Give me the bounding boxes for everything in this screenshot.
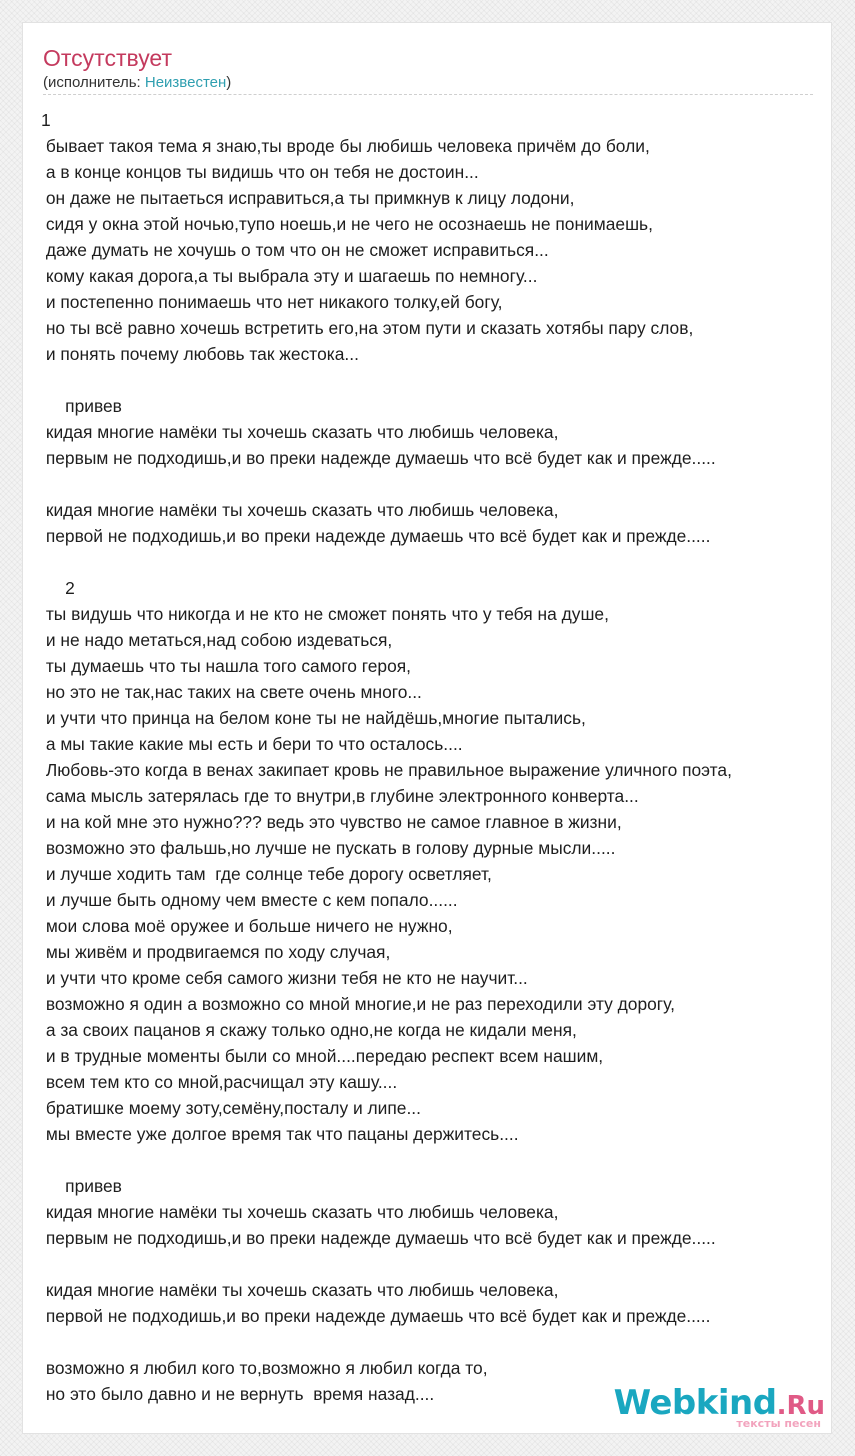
lyrics-card: [22, 22, 832, 1434]
lyrics-text: 1 бывает такоя тема я знаю,ты вроде бы любишь человека причём до боли, а в конце концов ты видишь что он тебя не достоин... он даже не пытаеться исправиться,а ты примкнув к лицу лодони, сидя у окна этой ночью,тупо ноешь,и не чего не осознаешь не понимаешь, даже думать не хочушь о том что он не сможет исправиться... кому какая дорога,а ты выбрала эту и шагаешь по немногу... и постепенно понимаешь что нет никакого толку,ей богу, но ты всё равно хочешь встретить его,на этом пути и сказать хотябы пару слов, и понять почему любовь так жестока... привев кидая многие намёки ты хочешь сказать что любишь человека, первым не подходишь,и во преки надежде думаешь что всё будет как и прежде..... кидая многие намёки ты хочешь сказать что любишь человека, первой не подходишь,и во преки надежде думаешь что всё будет как и прежде..... 2 ты видушь что никогда и не кто не сможет понять что у тебя на душе, и не надо метаться,над собою издеваться, ты думаешь что ты нашла того самого героя, но это не так,нас таких на свете очень много... и учти что принца на белом коне ты не найдёшь,многие пытались, а мы такие какие мы есть и бери то что осталось.... Любовь-это когда в венах закипает кровь не правильное выражение уличного поэта, сама мысль затерялась где то внутри,в глубине электронного конверта... и на кой мне это нужно??? ведь это чувство не самое главное в жизни, возможно это фальшь,но лучше не пускать в голову дурные мысли..... и лучше ходить там где солнце тебе дорогу осветляет, и лучше быть одному чем вместе с кем попало...... мои слова моё оружее и больше ничего не нужно, мы живём и продвигаемся по ходу случая, и учти что кроме себя самого жизни тебя не кто не научит... возможно я один а возможно со мной многие,и не раз переходили эту дорогу, а за своих пацанов я скажу только одно,не когда не кидали меня, и в трудные моменты были со мной....передаю респект всем нашим, всем тем кто со мной,расчищал эту кашу.... братишке моему зоту,семёну,посталу и липе... мы вместе уже долгое время так что пацаны держитесь.... привев кидая многие намёки ты хочешь сказать что любишь человека, первым не подходишь,и во преки надежде думаешь что всё будет как и прежде..... кидая многие намёки ты хочешь сказать что любишь человека, первой не подходишь,и во преки надежде думаешь что всё будет как и прежде..... возможно я любил кого то,возможно я любил когда то, но это было давно и не вернуть время назад....: [41, 110, 732, 1404]
artist-suffix: ): [226, 74, 232, 91]
artist-link[interactable]: Неизвестен: [144, 74, 227, 91]
artist-line: [43, 74, 231, 92]
logo-suffix-text: .Ru: [776, 1391, 825, 1421]
logo-main-text: Webkind: [613, 1383, 777, 1423]
title-divider: [43, 94, 813, 95]
song-title: Отсутствует: [43, 45, 172, 71]
artist-prefix: (исполнитель:: [43, 74, 145, 91]
site-logo[interactable]: [613, 1383, 825, 1430]
logo-tagline: тексты песен: [736, 1417, 821, 1430]
